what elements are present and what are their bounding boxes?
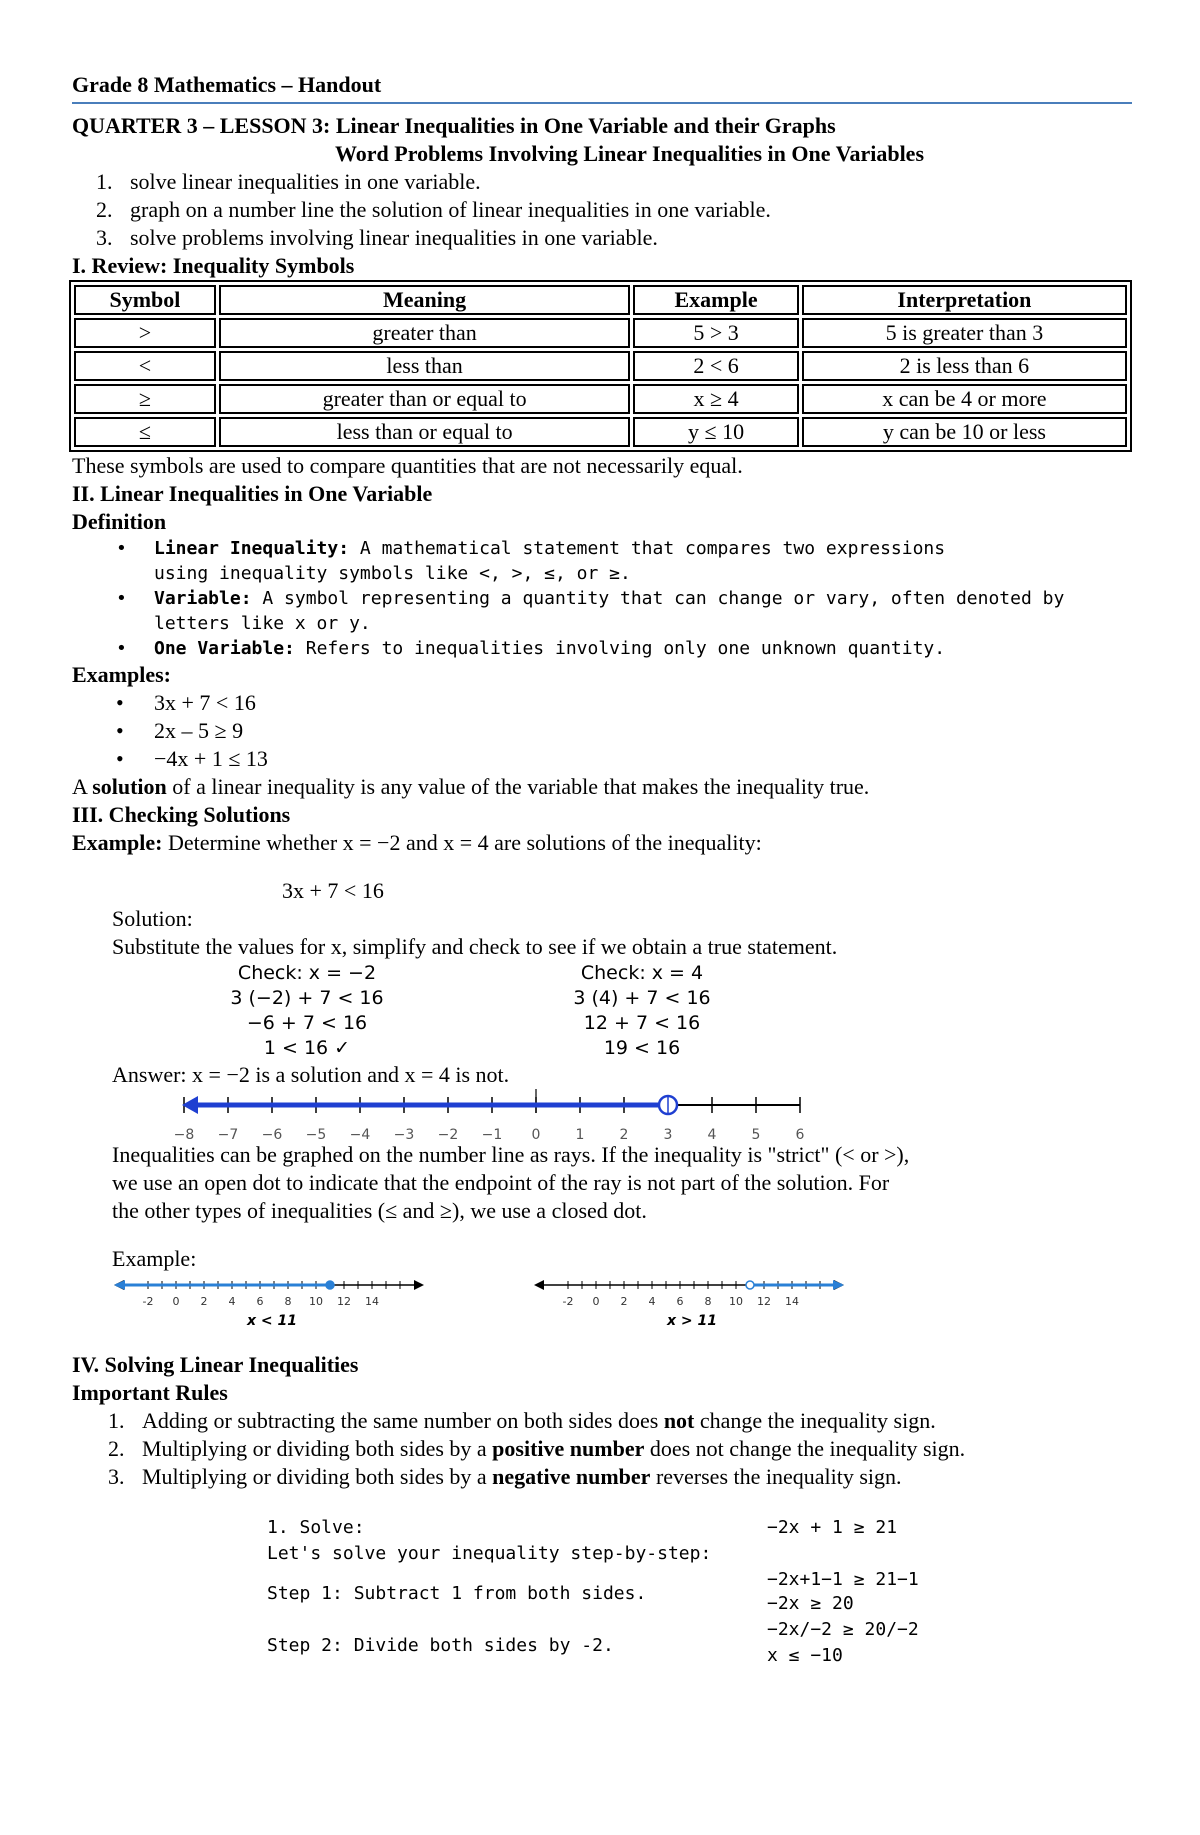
symbols-table (69, 280, 1132, 452)
number-line-x-less-than-11 (112, 1273, 492, 1329)
check-line: 3 (−2) + 7 < 16 (230, 987, 384, 1009)
table-cell: less than or equal to (219, 417, 630, 447)
tick-label: 6 (795, 1127, 805, 1141)
list-item: • 2x – 5 ≥ 9 (72, 717, 1132, 745)
check-line: 3 (4) + 7 < 16 (573, 987, 711, 1009)
tick-label: −4 (349, 1127, 371, 1141)
tick-label: −6 (261, 1127, 283, 1141)
table-row (74, 417, 1127, 447)
tick-label: −7 (217, 1127, 239, 1141)
rays-explanation-1: Inequalities can be graphed on the number line as rays. If the inequality is "strict" (< or >), (112, 1142, 910, 1167)
step-1-result: −2x ≥ 20 (767, 1593, 854, 1614)
column-header: Example (633, 285, 799, 315)
tick-label: 8 (284, 1295, 292, 1308)
solve-steps (72, 1511, 1132, 1671)
examples-label: Examples: (72, 662, 171, 687)
list-item: 2. graph on a number line the solution of linear inequalities in one variable. (96, 197, 771, 222)
open-dot (746, 1281, 754, 1289)
table-cell: y ≤ 10 (633, 417, 799, 447)
column-header: Symbol (74, 285, 216, 315)
closed-dot (326, 1281, 334, 1289)
tick-label: 4 (707, 1127, 717, 1141)
inequality-statement: 3x + 7 < 16 (282, 878, 384, 903)
tick-label: −1 (481, 1127, 503, 1141)
example-graphs (72, 1273, 1132, 1329)
step-2-work: −2x/−2 ≥ 20/−2 (767, 1619, 919, 1640)
solution-label: Solution: (112, 906, 193, 931)
tick-label: 3 (663, 1127, 673, 1141)
table-cell: x can be 4 or more (802, 384, 1127, 414)
tick-label: -2 (142, 1295, 154, 1308)
lesson-subtitle: Word Problems Involving Linear Inequalities in One Variables (335, 141, 925, 166)
tick-label: 14 (785, 1295, 799, 1308)
list-item: 1. solve linear inequalities in one variable. (96, 169, 481, 194)
solution-definition: A solution of a linear inequality is any value of the variable that makes the inequality true. (72, 774, 870, 799)
handout-page (72, 70, 1132, 1671)
list-item: • −4x + 1 ≤ 13 (72, 745, 1132, 773)
check-line: 19 < 16 (603, 1037, 681, 1059)
list-item: 2. Multiplying or dividing both sides by a positive number does not change the inequality sign. (108, 1436, 966, 1461)
answer-line: Answer: x = −2 is a solution and x = 4 is not. (112, 1062, 510, 1087)
tick-label: 1 (575, 1127, 585, 1141)
tick-label: 10 (309, 1295, 323, 1308)
tick-label: -2 (562, 1295, 574, 1308)
column-header: Interpretation (802, 285, 1127, 315)
table-header-row (74, 285, 1127, 315)
ray-arrowhead (833, 1280, 844, 1290)
table-cell: less than (219, 351, 630, 381)
table-cell: ≥ (74, 384, 216, 414)
axis-arrow-right (414, 1280, 424, 1290)
tick-label: 4 (228, 1295, 236, 1308)
lesson-title: QUARTER 3 – LESSON 3: Linear Inequalities in One Variable and their Graphs (72, 113, 836, 138)
list-item: 3. solve problems involving linear inequalities in one variable. (96, 225, 658, 250)
solve-label: 1. Solve: (267, 1517, 365, 1538)
tick-label: 4 (648, 1295, 656, 1308)
table-row (74, 384, 1127, 414)
step-2-result: x ≤ −10 (767, 1645, 843, 1666)
number-line-x-greater-than-11 (532, 1273, 912, 1329)
list-item: • Variable: A symbol representing a quantity that can change or vary, often denoted by letters like x or y. (72, 586, 1132, 636)
section3-heading: III. Checking Solutions (72, 802, 291, 827)
definitions-list (72, 536, 1132, 661)
table-cell: > (74, 318, 216, 348)
axis-arrow-left (534, 1280, 544, 1290)
tick-label: 5 (751, 1127, 761, 1141)
table-cell: < (74, 351, 216, 381)
substitute-instruction: Substitute the values for x, simplify and check to see if we obtain a true statement. (112, 934, 838, 959)
tick-label: −5 (305, 1127, 327, 1141)
tick-label: 6 (676, 1295, 684, 1308)
table-cell: 2 < 6 (633, 351, 799, 381)
list-item: • 3x + 7 < 16 (72, 689, 1132, 717)
step-1-work: −2x+1−1 ≥ 21−1 (767, 1569, 919, 1590)
tick-label: −3 (393, 1127, 415, 1141)
table-cell: y can be 10 or less (802, 417, 1127, 447)
ray-arrowhead (114, 1280, 125, 1290)
review-heading: I. Review: Inequality Symbols (72, 253, 355, 278)
solve-problem: −2x + 1 ≥ 21 (767, 1517, 898, 1538)
tick-label: 12 (337, 1295, 351, 1308)
check-line: Check: x = −2 (237, 962, 377, 984)
tick-label: 2 (619, 1127, 629, 1141)
check-line: 12 + 7 < 16 (583, 1012, 701, 1034)
tick-label: 8 (704, 1295, 712, 1308)
rules-label: Important Rules (72, 1380, 228, 1405)
tick-label: 14 (365, 1295, 379, 1308)
rules-list (72, 1407, 1132, 1491)
table-cell: 5 > 3 (633, 318, 799, 348)
check-work (72, 961, 1132, 1061)
examples-list (72, 689, 1132, 773)
rays-explanation-3: the other types of inequalities (≤ and ≥), we use a closed dot. (112, 1198, 647, 1223)
table-cell: greater than or equal to (219, 384, 630, 414)
tick-label: −2 (437, 1127, 459, 1141)
tick-label: 2 (200, 1295, 208, 1308)
check-column-1 (192, 961, 422, 1061)
graph-label: x > 11 (667, 1313, 717, 1329)
tick-label: 0 (592, 1295, 600, 1308)
tick-label: 12 (757, 1295, 771, 1308)
symbols-note: These symbols are used to compare quantities that are not necessarily equal. (72, 453, 743, 478)
list-item: 1. Adding or subtracting the same number on both sides does not change the inequality sign. (108, 1408, 936, 1433)
check-line: −6 + 7 < 16 (246, 1012, 368, 1034)
graph-example-label: Example: (112, 1246, 197, 1271)
check-line: 1 < 16 ✓ (263, 1037, 351, 1059)
solve-intro: Let's solve your inequality step-by-step: (267, 1543, 712, 1564)
step-2: Step 2: Divide both sides by -2. (267, 1635, 614, 1656)
step-1: Step 1: Subtract 1 from both sides. (267, 1583, 647, 1604)
tick-label: 2 (620, 1295, 628, 1308)
section2-heading: II. Linear Inequalities in One Variable (72, 481, 433, 506)
list-item: 3. Multiplying or dividing both sides by a negative number reverses the inequality sign. (108, 1464, 902, 1489)
tick-label: 6 (256, 1295, 264, 1308)
number-line-main (172, 1089, 872, 1141)
table-row (74, 351, 1127, 381)
list-item: • Linear Inequality: A mathematical statement that compares two expressions using inequality symbols like <, >, ≤, or ≥. (72, 536, 1132, 586)
check-column-2 (527, 961, 757, 1061)
table-cell: x ≥ 4 (633, 384, 799, 414)
check-line: Check: x = 4 (580, 962, 704, 984)
graph-label: x < 11 (247, 1313, 297, 1329)
list-item: • One Variable: Refers to inequalities involving only one unknown quantity. (72, 636, 1132, 661)
table-cell: ≤ (74, 417, 216, 447)
page-header: Grade 8 Mathematics – Handout (72, 70, 1132, 104)
checking-example: Example: Determine whether x = −2 and x = 4 are solutions of the inequality: (72, 830, 762, 855)
table-cell: 2 is less than 6 (802, 351, 1127, 381)
definition-label: Definition (72, 509, 167, 534)
objectives-list (72, 168, 1132, 252)
tick-label: 10 (729, 1295, 743, 1308)
table-row (74, 318, 1127, 348)
tick-label: −8 (173, 1127, 195, 1141)
section4-heading: IV. Solving Linear Inequalities (72, 1352, 359, 1377)
tick-label: 0 (531, 1127, 541, 1141)
column-header: Meaning (219, 285, 630, 315)
tick-label: 0 (172, 1295, 180, 1308)
table-cell: 5 is greater than 3 (802, 318, 1127, 348)
table-cell: greater than (219, 318, 630, 348)
rays-explanation-2: we use an open dot to indicate that the endpoint of the ray is not part of the solution. For (112, 1170, 890, 1195)
